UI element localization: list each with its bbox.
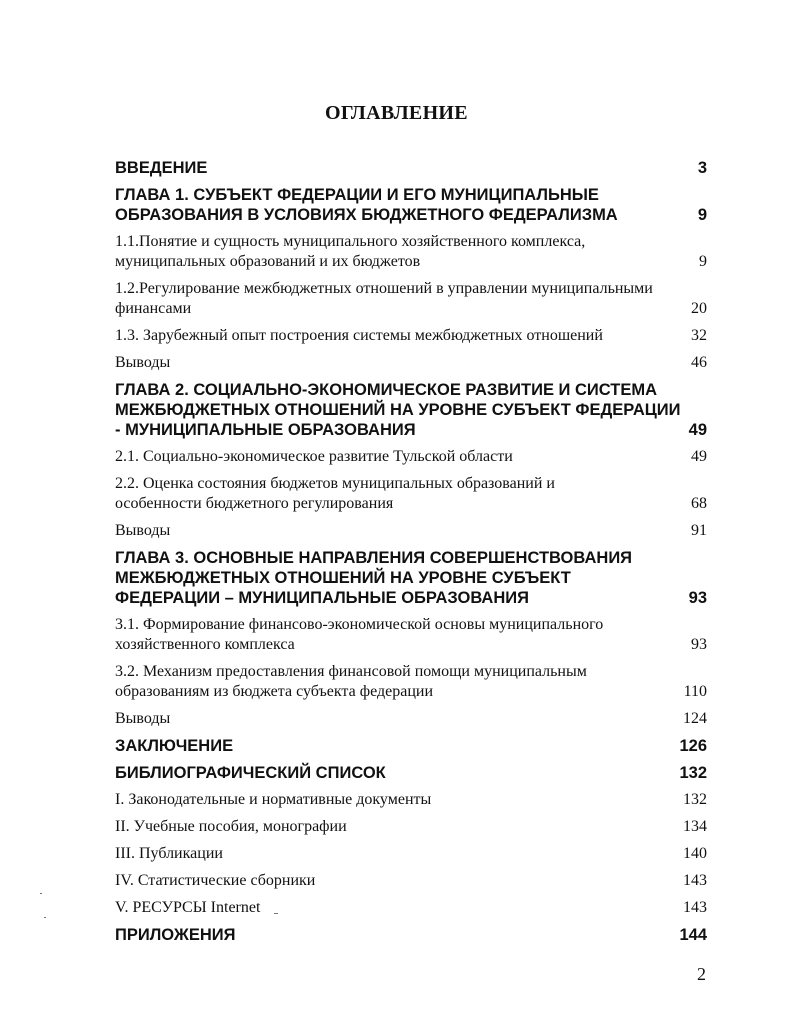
toc-entry-title: Выводы: [115, 354, 171, 371]
toc-entry-introduction[interactable]: [115, 158, 707, 178]
toc-entry-title: 3.2. Механизм предоставления финансовой помощи муниципальным образованиям из бюджета субъекта федерации: [115, 663, 587, 700]
toc-entry-page: 143: [683, 899, 707, 916]
toc-entry-conclusions-2[interactable]: [115, 521, 707, 541]
toc-entry-section-1-1[interactable]: [115, 232, 707, 272]
toc-entry-conclusion[interactable]: [115, 736, 707, 756]
toc-entry-title: 2.1. Социально-экономическое развитие Тульской области: [115, 448, 513, 465]
toc-entry-title: 2.2. Оценка состояния бюджетов муниципальных образований и особенности бюджетного регулирования: [115, 475, 555, 512]
toc-entry-page: 110: [683, 683, 707, 700]
toc-entry-biblio-2[interactable]: [115, 817, 707, 837]
table-of-contents: [115, 158, 707, 952]
toc-entry-section-3-2[interactable]: [115, 662, 707, 702]
toc-entry-title: ГЛАВА 1. СУБЪЕКТ ФЕДЕРАЦИИ И ЕГО МУНИЦИПАЛЬНЫЕ ОБРАЗОВАНИЯ В УСЛОВИЯХ БЮДЖЕТНОГО ФЕДЕРАЛИЗМА: [115, 186, 618, 224]
toc-entry-title: II. Учебные пособия, монографии: [115, 818, 347, 835]
toc-entry-section-1-3[interactable]: [115, 326, 707, 346]
toc-entry-page: 3: [697, 159, 707, 177]
toc-entry-page: 20: [691, 300, 707, 317]
toc-entry-biblio-1[interactable]: [115, 790, 707, 810]
toc-entry-appendices[interactable]: [115, 925, 707, 945]
toc-entry-title: I. Законодательные и нормативные документы: [115, 791, 432, 808]
toc-entry-chapter-1[interactable]: [115, 185, 707, 225]
toc-entry-section-2-1[interactable]: [115, 447, 707, 467]
toc-entry-page: 144: [679, 926, 707, 944]
toc-entry-biblio-5[interactable]: [115, 898, 707, 918]
toc-entry-page: 124: [683, 710, 707, 727]
toc-entry-title: Выводы: [115, 522, 171, 539]
toc-entry-title: 1.3. Зарубежный опыт построения системы межбюджетных отношений: [115, 327, 603, 344]
toc-entry-title: Выводы: [115, 710, 171, 727]
toc-entry-title: 3.1. Формирование финансово-экономической основы муниципального хозяйственного комплекса: [115, 616, 604, 653]
toc-entry-page: 140: [683, 845, 707, 862]
toc-entry-page: 46: [691, 354, 707, 371]
toc-entry-section-3-1[interactable]: [115, 615, 707, 655]
toc-entry-page: 143: [683, 872, 707, 889]
toc-entry-title: III. Публикации: [115, 845, 223, 862]
toc-entry-section-2-2[interactable]: [115, 474, 707, 514]
toc-entry-biblio-3[interactable]: [115, 844, 707, 864]
toc-entry-chapter-3[interactable]: [115, 548, 707, 608]
toc-entry-page: 93: [691, 636, 707, 653]
toc-entry-page: 49: [691, 448, 707, 465]
scan-speck: [274, 913, 278, 914]
toc-entry-title: ГЛАВА 3. ОСНОВНЫЕ НАПРАВЛЕНИЯ СОВЕРШЕНСТВОВАНИЯ МЕЖБЮДЖЕТНЫХ ОТНОШЕНИЙ НА УРОВНЕ СУБЪЕКТ ФЕДЕРАЦИИ – МУНИЦИПАЛЬНЫЕ ОБРАЗОВАНИЯ: [115, 549, 633, 607]
toc-entry-page: 9: [699, 253, 707, 270]
toc-entry-biblio-4[interactable]: [115, 871, 707, 891]
toc-entry-page: 91: [691, 522, 707, 539]
toc-entry-title: 1.1.Понятие и сущность муниципального хозяйственного комплекса, муниципальных образований и их бюджетов: [115, 233, 586, 270]
toc-entry-title: БИБЛИОГРАФИЧЕСКИЙ СПИСОК: [115, 764, 386, 782]
toc-entry-title: ГЛАВА 2. СОЦИАЛЬНО-ЭКОНОМИЧЕСКОЕ РАЗВИТИЕ И СИСТЕМА МЕЖБЮДЖЕТНЫХ ОТНОШЕНИЙ НА УРОВНЕ СУБЪЕКТ ФЕДЕРАЦИИ - МУНИЦИПАЛЬНЫЕ ОБРАЗОВАНИЯ: [115, 381, 681, 439]
toc-entry-title: IV. Статистические сборники: [115, 872, 316, 889]
toc-entry-page: 9: [697, 206, 707, 224]
toc-entry-section-1-2[interactable]: [115, 279, 707, 319]
toc-entry-chapter-2[interactable]: [115, 380, 707, 440]
toc-entry-page: 134: [683, 818, 707, 835]
toc-entry-page: 93: [688, 589, 707, 607]
toc-entry-page: 32: [691, 327, 707, 344]
toc-entry-title: ВВЕДЕНИЕ: [115, 159, 208, 177]
toc-entry-title: V. РЕСУРСЫ Internet: [115, 899, 261, 916]
toc-entry-title: ПРИЛОЖЕНИЯ: [115, 926, 236, 944]
toc-entry-bibliography[interactable]: [115, 763, 707, 783]
toc-entry-title: ЗАКЛЮЧЕНИЕ: [115, 737, 234, 755]
page-title: ОГЛАВЛЕНИЕ: [325, 102, 468, 124]
toc-entry-page: 132: [683, 791, 707, 808]
toc-entry-page: 132: [679, 764, 707, 782]
page-number: 2: [697, 964, 706, 984]
toc-entry-title: 1.2.Регулирование межбюджетных отношений в управлении муниципальными финансами: [115, 280, 653, 317]
toc-entry-page: 68: [691, 495, 707, 512]
scan-speck: [40, 893, 42, 894]
toc-entry-page: 49: [688, 421, 707, 439]
toc-entry-conclusions-1[interactable]: [115, 353, 707, 373]
scan-speck: [44, 917, 46, 918]
toc-entry-page: 126: [679, 737, 707, 755]
toc-entry-conclusions-3[interactable]: [115, 709, 707, 729]
